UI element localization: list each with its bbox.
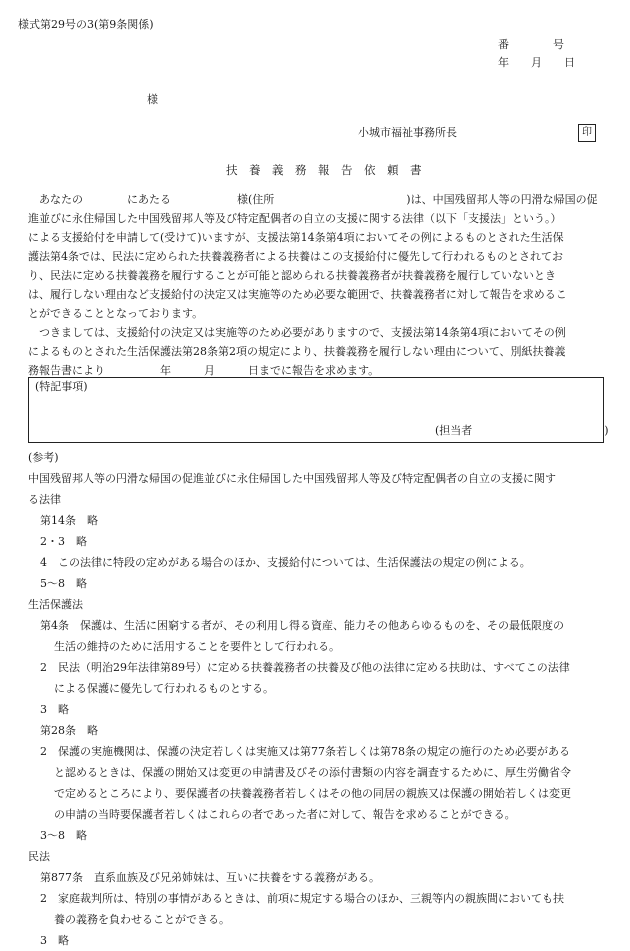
reference-line: 2 家庭裁判所は、特別の事情があるときは、前項に規定する場合のほか、三親等内の親族間においても扶 xyxy=(40,892,564,905)
issuer-name: 小城市福祉事務所長 xyxy=(358,126,457,139)
reference-heading: (参考) xyxy=(28,451,59,464)
reference-line: 2 民法（明治29年法律第89号）に定める扶養義務者の扶養及び他の法律に定める扶助は、すべてこの法律 xyxy=(40,661,570,674)
form-label: 様式第29号の3(第9条関係) xyxy=(18,18,154,31)
reference-line: 第877条 直系血族及び兄弟姉妹は、互いに扶養をする義務がある。 xyxy=(40,871,380,884)
special-notes-box xyxy=(28,377,609,443)
special-notes-label: (特記事項) xyxy=(35,380,88,393)
reference-line: 2 保護の実施機関は、保護の決定若しくは実施又は第77条若しくは第78条の規定の施行のため必要がある xyxy=(40,745,570,758)
body-line: つきましては、支援給付の決定又は実施等のため必要がありますので、支援法第14条第4項においてその例 xyxy=(28,326,566,339)
addressee: 様 xyxy=(147,93,158,106)
reference-line: 5〜8 略 xyxy=(40,577,87,590)
reference-line: と認めるときは、保護の開始又は変更の申請書及びその添付書類の内容を調査するために、厚生労働省令 xyxy=(54,766,571,779)
reference-line: 4 この法律に特段の定めがある場合のほか、支援給付については、生活保護法の規定の例による。 xyxy=(40,556,531,569)
reference-line: 第4条 保護は、生活に困窮する者が、その利用し得る資産、能力その他あらゆるものを、その最低限度の xyxy=(40,619,564,632)
reference-line: 民法 xyxy=(28,850,50,863)
body-line: 護法第4条では、民法に定められた扶養義務者による扶養はこの支援給付に優先して行われるものとされてお xyxy=(28,250,563,263)
reference-line: 2・3 略 xyxy=(40,535,87,548)
reference-line: 3 略 xyxy=(40,934,69,947)
reference-line: による保護に優先して行われるものとする。 xyxy=(54,682,274,695)
body-line: 務報告書により 年 月 日までに報告を求めます。 xyxy=(28,364,380,377)
reference-line: る法律 xyxy=(28,493,61,506)
issue-date: 年 月 日 xyxy=(498,56,575,69)
reference-line: 3 略 xyxy=(40,703,69,716)
reference-section xyxy=(28,447,618,951)
body-line: によるものとされた生活保護法第28条第2項の規定により、扶養義務を履行しない理由について、別紙扶養義 xyxy=(28,345,566,358)
body-line: 進並びに永住帰国した中国残留邦人等及び特定配偶者の自立の支援に関する法律（以下「支援法」という。） xyxy=(28,212,562,225)
reference-line: 3〜8 略 xyxy=(40,829,87,842)
body-line: は、履行しない理由など支援給付の決定又は実施等のため必要な範囲で、扶養義務者に対して報告を求めるこ xyxy=(28,288,567,301)
body-line: あなたの にあたる 様(住所 )は、中国残留邦人等の円滑な帰国の促 xyxy=(28,193,598,206)
body-line: り、民法に定める扶養義務を履行することが可能と認められる扶養義務者が扶養義務を履行していないとき xyxy=(28,269,556,282)
request-body xyxy=(28,190,608,380)
reference-line: 生活保護法 xyxy=(28,598,83,611)
document-number: 番 号 xyxy=(498,38,564,51)
reference-line: 中国残留邦人等の円滑な帰国の促進並びに永住帰国した中国残留邦人等及び特定配偶者の自立の支援に関す xyxy=(28,472,556,485)
reference-line: 第28条 略 xyxy=(40,724,98,737)
reference-line: 第14条 略 xyxy=(40,514,98,527)
body-line: とができることとなっております。 xyxy=(28,307,204,320)
reference-line: 養の義務を負わせることができる。 xyxy=(54,913,230,926)
reference-line: の申請の当時要保護者若しくはこれらの者であった者に対して、報告を求めることができる。 xyxy=(54,808,516,821)
body-line: による支援給付を申請して(受けて)いますが、支援法第14条第4項においてその例によるものとされた生活保 xyxy=(28,231,564,244)
seal-mark: 印 xyxy=(578,124,596,142)
contact-person: (担当者 ) xyxy=(435,424,609,437)
reference-line: 生活の維持のために活用することを要件として行われる。 xyxy=(54,640,340,653)
reference-line: で定めるところにより、要保護者の扶養義務者若しくはその他の同居の親族又は保護の開始若しくは変更 xyxy=(54,787,571,800)
document-title: 扶 養 義 務 報 告 依 頼 書 xyxy=(226,163,422,177)
